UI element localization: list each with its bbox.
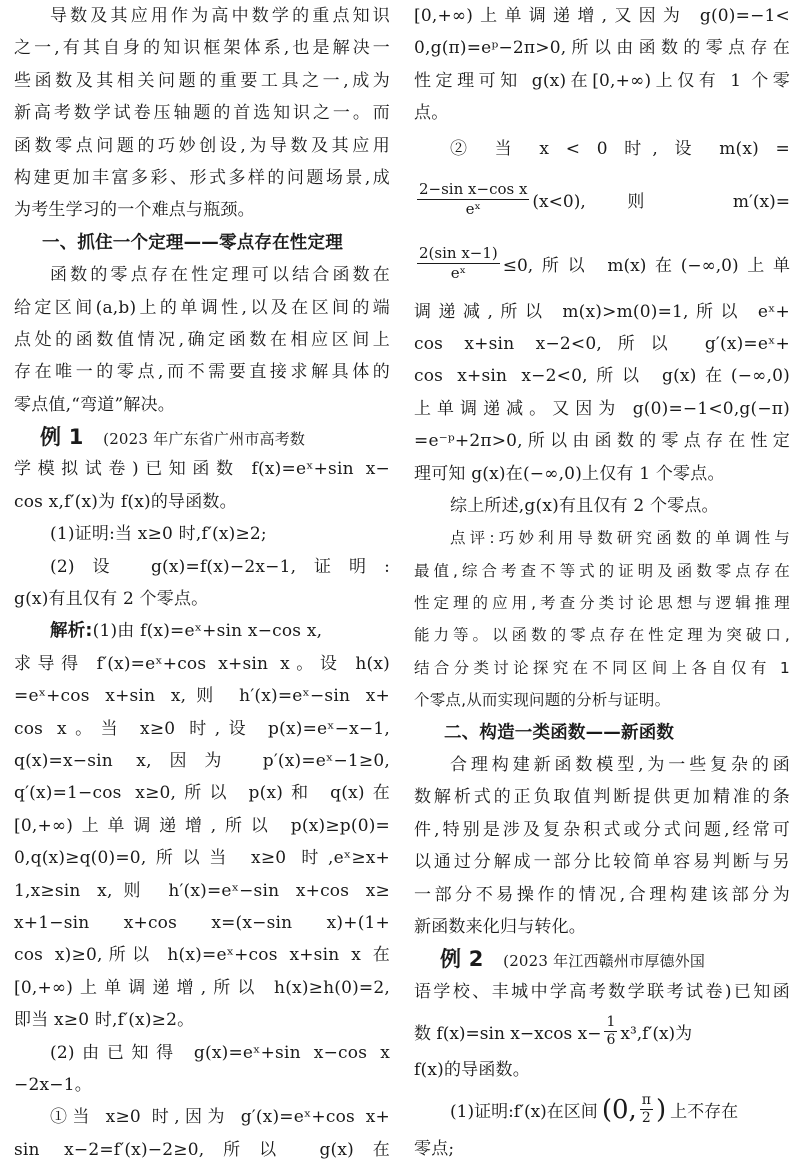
comment-line: 最值,综合考查不等式的证明及函数零点存在 [414,561,790,580]
comment-line: 点评:巧妙利用导数研究函数的单调性与 [450,529,790,548]
example-2-source: (2023 年江西赣州市厚德外国 [503,952,706,971]
body-line: 存在唯一的零点,而不需要直接求解具体的 [14,362,390,383]
conclusion-line: 综上所述,g(x)有且仅有 2 个零点。 [450,495,719,516]
body-line: 函数的零点存在性定理可以结合函数在 [50,265,390,286]
analysis-line: 求导得 f′(x)=eˣ+cos x+sin x。设 h(x) [14,653,390,674]
question-1-before: (1)证明:f′(x)在区间 [450,1102,598,1123]
example-1-source: (2023 年广东省广州市高考数 [103,430,306,449]
analysis-line: cos x。当 x≥0 时,设 p(x)=eˣ−x−1, [14,718,390,739]
fraction-denominator: 6 [606,1031,616,1048]
example-line: (2)设 g(x)=f(x)−2x−1,证明: [50,556,390,577]
analysis-line: (2)由已知得 g(x)=eˣ+sin x−cos x [50,1042,390,1063]
analysis-line: =eˣ+cos x+sin x,则 h′(x)=eˣ−sin x+ [14,686,390,707]
intro-line: 之一,有其自身的知识框架体系,也是解决一 [14,38,390,59]
analysis-line: [0,+∞)上单调递增,所以 h(x)≥h(0)=2, [14,977,390,998]
analysis-text: (1)由 f(x)=eˣ+sin x−cos x, [92,621,323,642]
body-line: 合理构建新函数模型,为一些复杂的函 [450,755,790,776]
fraction-m [417,180,529,219]
interval-left: (0, [601,1094,637,1125]
question-1-after: 上不存在 [670,1102,739,1123]
body-line: 零点值,“弯道”解决。 [14,394,175,415]
analysis-line: cos x+sin x−2<0,所以 g′(x)=eˣ+ [414,333,790,354]
fraction-denominator: 2 [641,1110,651,1127]
analysis-line: 性定理可知 g(x)在[0,+∞)上仅有 1 个零 [414,70,790,91]
fraction-pi-over-two [640,1092,653,1127]
analysis-line: cos x)≥0,所以 h(x)=eˣ+cos x+sin x 在 [14,945,390,966]
analysis-line: sin x−2=f′(x)−2≥0,所以 g(x)在 [14,1139,390,1160]
fraction-after: (x<0),则 m′(x)= [532,192,790,213]
analysis-line: x+1−sin x+cos x=(x−sin x)+(1+ [14,912,390,933]
example-line: f(x)的导函数。 [414,1060,530,1081]
analysis-line [14,615,390,647]
fraction-numerator: 2(sin x−1) [419,244,498,263]
body-line: 以通过分解成一部分比较简单容易判断与另 [414,852,790,873]
analysis-line: ② 当 x < 0 时, 设 m(x) = [450,138,790,159]
analysis-line: −2x−1。 [14,1074,92,1095]
right-column [414,0,790,1165]
example-1-label: 例 1 [40,425,84,450]
left-column [14,0,390,1166]
body-line: 给定区间(a,b)上的单调性,以及在区间的端 [14,297,390,318]
analysis-line: 1,x≥sin x,则 h′(x)=eˣ−sin x+cos x≥ [14,880,390,901]
analysis-line: 调递减,所以 m(x)>m(0)=1,所以 eˣ+ [414,301,790,322]
example-2-func-after: x³,f′(x)为 [620,1023,693,1044]
fraction-line-m [414,168,790,232]
section-heading-2: 二、构造一类函数——新函数 [444,722,675,743]
analysis-line: [0,+∞)上单调递增,又因为 g(0)=−1< [414,6,790,26]
fraction-numerator: π [641,1092,651,1109]
analysis-line: 即当 x≥0 时,f′(x)≥2。 [14,1010,195,1031]
section-heading-1: 一、抓住一个定理——零点存在性定理 [42,232,343,253]
body-line: 点处的函数值情况,确定函数在相应区间上 [14,329,390,350]
analysis-line: 点。 [414,103,449,124]
analysis-line: 理可知 g(x)在(−∞,0)上仅有 1 个零点。 [414,463,725,484]
intro-line: 构建更加丰富多彩、形式多样的问题场景,成 [14,167,390,188]
example-2-func-before: 数 f(x)=sin x−xcos x− [414,1023,602,1044]
intro-line: 为考生学习的一个难点与瓶颈。 [14,200,255,221]
fraction-line-mprime [414,232,790,296]
interval-right: ) [655,1094,667,1125]
example-2-label: 例 2 [440,947,484,972]
comment-line: 结合分类讨论探究在不同区间上各自仅有 1 [414,658,790,677]
comment-line: 能力等。以函数的零点存在性定理为突破口, [414,626,790,645]
example-2-question-1 [414,1087,790,1133]
body-line: 一部分不易操作的情况,合理构建该部分为 [414,884,790,905]
fraction-one-sixth [604,1014,617,1049]
intro-line: 导数及其应用作为高中数学的重点知识 [50,6,390,26]
analysis-line: 上单调递减。又因为 g(0)=−1<0,g(−π) [414,398,790,419]
example-line: 学模拟试卷)已知函数 f(x)=eˣ+sin x− [14,459,390,480]
fraction-numerator: 1 [606,1013,616,1030]
analysis-line: cos x+sin x−2<0,所以 g(x)在(−∞,0) [414,366,790,387]
intro-line: 函数零点问题的巧妙创设,为导数及其应用 [14,135,390,156]
fraction-numerator: 2−sin x−cos x [419,180,528,199]
example-line: g(x)有且仅有 2 个零点。 [14,589,209,610]
example-line: 零点; [414,1138,455,1159]
analysis-line: =e⁻ᵖ+2π>0,所以由函数的零点存在性定 [414,431,790,452]
intro-line: 新高考数学试卷压轴题的首选知识之一。而 [14,103,390,124]
analysis-line: q′(x)=1−cos x≥0,所以 p(x)和 q(x)在 [14,783,390,804]
analysis-line: q(x)=x−sin x,因为 p′(x)=eˣ−1≥0, [14,750,390,771]
body-line: 件,特别是涉及复杂积式或分式问题,经常可 [414,819,790,840]
comment-line: 个零点,从而实现问题的分析与证明。 [414,691,671,710]
analysis-line: 0,g(π)=eᵖ−2π>0,所以由函数的零点存在 [414,38,790,59]
intro-line: 些函数及其相关问题的重要工具之一,成为 [14,70,390,91]
body-line: 数解析式的正负取值判断提供更加精准的条 [414,787,790,808]
analysis-line: 0,q(x)≥q(0)=0,所以当 x≥0 时,eˣ≥x+ [14,848,390,869]
example-2-function-line [414,1008,790,1054]
fraction-denominator: eˣ [465,200,481,219]
analysis-line: ①当 x≥0 时,因为 g′(x)=eˣ+cos x+ [50,1107,390,1128]
analysis-label: 解析: [50,621,93,642]
fraction-mprime [417,244,500,283]
fraction-denominator: eˣ [450,264,466,283]
analysis-line: [0,+∞)上单调递增,所以 p(x)≥p(0)= [14,815,390,836]
example-2-header [414,943,790,975]
fraction-after: ≤0,所以 m(x)在(−∞,0)上单 [502,256,790,277]
example-line: 语学校、丰城中学高考数学联考试卷)已知函 [414,981,790,1002]
example-line: cos x,f′(x)为 f(x)的导函数。 [14,491,237,512]
example-1-header [14,421,390,453]
example-line: (1)证明:当 x≥0 时,f′(x)≥2; [50,524,267,545]
body-line: 新函数来化归与转化。 [414,916,586,937]
comment-line: 性定理的应用,考查分类讨论思想与逻辑推理 [414,594,790,613]
